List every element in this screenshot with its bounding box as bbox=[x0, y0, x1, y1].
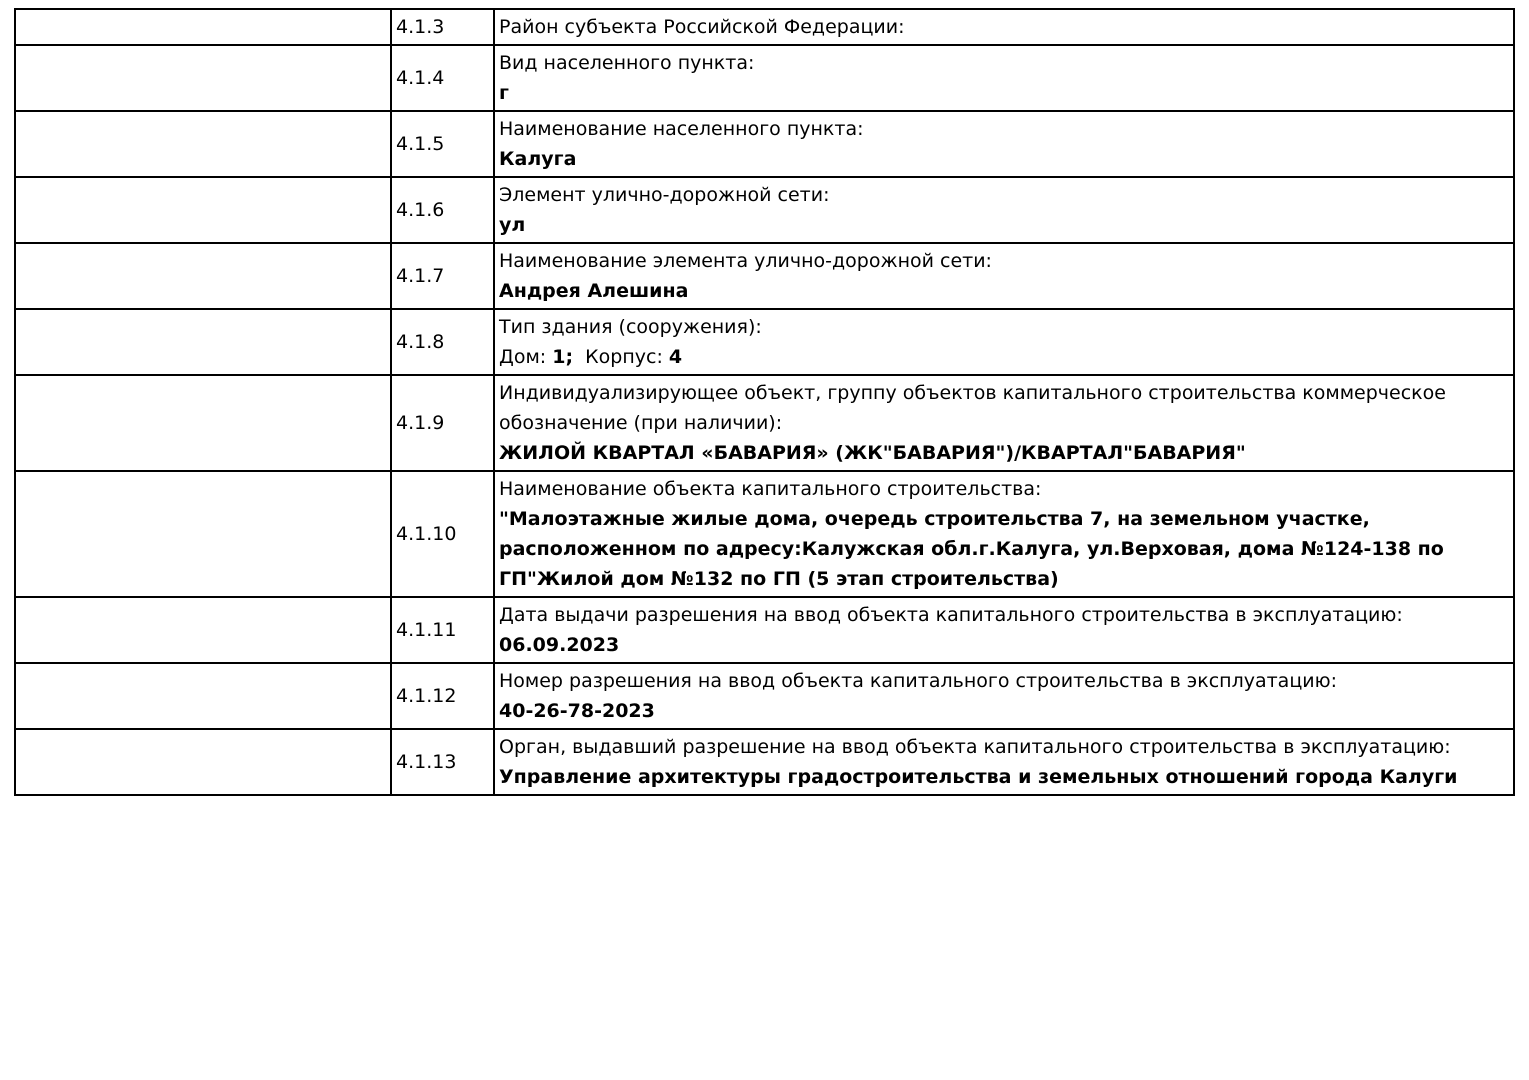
row-number: 4.1.6 bbox=[391, 177, 494, 243]
row-number: 4.1.5 bbox=[391, 111, 494, 177]
empty-cell bbox=[15, 177, 391, 243]
empty-cell bbox=[15, 597, 391, 663]
table-row bbox=[15, 663, 1514, 729]
row-content bbox=[494, 597, 1514, 663]
field-label: Вид населенного пункта: bbox=[499, 52, 755, 74]
empty-cell bbox=[15, 243, 391, 309]
field-value bbox=[499, 696, 1507, 726]
field-value bbox=[499, 144, 1507, 174]
field-label: Орган, выдавший разрешение на ввод объекта капитального строительства в эксплуатацию: bbox=[499, 736, 1451, 758]
row-content bbox=[494, 45, 1514, 111]
value-text: 40-26-78-2023 bbox=[499, 700, 655, 722]
row-content bbox=[494, 177, 1514, 243]
row-number: 4.1.9 bbox=[391, 375, 494, 471]
table-row bbox=[15, 111, 1514, 177]
value-text: 4 bbox=[668, 346, 683, 368]
row-content bbox=[494, 729, 1514, 795]
field-value bbox=[499, 342, 1507, 372]
value-text: "Малоэтажные жилые дома, очередь строительства 7, на земельном участке, расположенном по адресу:Калужская обл.г.Калуга, ул.Верховая, дома №124-138 по ГП"Жилой дом №132 по ГП (5 этап строительства) bbox=[499, 508, 1451, 590]
table-row bbox=[15, 729, 1514, 795]
value-text: 06.09.2023 bbox=[499, 634, 620, 656]
empty-cell bbox=[15, 111, 391, 177]
row-content bbox=[494, 375, 1514, 471]
declaration-table bbox=[14, 8, 1515, 796]
empty-cell bbox=[15, 663, 391, 729]
value-text: Калуга bbox=[499, 148, 577, 170]
value-text: Управление архитектуры градостроительства и земельных отношений города Калуги bbox=[499, 766, 1458, 788]
row-number: 4.1.3 bbox=[391, 9, 494, 45]
row-content bbox=[494, 471, 1514, 597]
table-row bbox=[15, 309, 1514, 375]
row-number: 4.1.11 bbox=[391, 597, 494, 663]
table-row bbox=[15, 9, 1514, 45]
value-caption: Дом: bbox=[499, 346, 553, 368]
row-number: 4.1.12 bbox=[391, 663, 494, 729]
row-number: 4.1.8 bbox=[391, 309, 494, 375]
row-number: 4.1.4 bbox=[391, 45, 494, 111]
value-caption: Корпус: bbox=[573, 346, 669, 368]
field-label: Наименование объекта капитального строительства: bbox=[499, 478, 1042, 500]
field-value bbox=[499, 630, 1507, 660]
row-content bbox=[494, 243, 1514, 309]
field-label: Наименование элемента улично-дорожной сети: bbox=[499, 250, 992, 272]
table-row bbox=[15, 243, 1514, 309]
field-label: Индивидуализирующее объект, группу объектов капитального строительства коммерческое обозначение (при наличии): bbox=[499, 382, 1446, 434]
empty-cell bbox=[15, 309, 391, 375]
empty-cell bbox=[15, 9, 391, 45]
empty-cell bbox=[15, 45, 391, 111]
row-content bbox=[494, 309, 1514, 375]
value-text: 1; bbox=[552, 346, 574, 368]
row-number: 4.1.7 bbox=[391, 243, 494, 309]
row-content bbox=[494, 111, 1514, 177]
field-label: Район субъекта Российской Федерации: bbox=[499, 16, 905, 38]
field-label: Наименование населенного пункта: bbox=[499, 118, 864, 140]
field-label: Тип здания (сооружения): bbox=[499, 316, 762, 338]
row-number: 4.1.10 bbox=[391, 471, 494, 597]
empty-cell bbox=[15, 471, 391, 597]
value-text: ул bbox=[499, 214, 526, 236]
field-value bbox=[499, 438, 1507, 468]
row-content bbox=[494, 663, 1514, 729]
table-row bbox=[15, 177, 1514, 243]
field-label: Номер разрешения на ввод объекта капитального строительства в эксплуатацию: bbox=[499, 670, 1337, 692]
value-text: ЖИЛОЙ КВАРТАЛ «БАВАРИЯ» (ЖК"БАВАРИЯ")/КВАРТАЛ"БАВАРИЯ" bbox=[499, 442, 1246, 464]
field-value bbox=[499, 210, 1507, 240]
table-row bbox=[15, 471, 1514, 597]
empty-cell bbox=[15, 375, 391, 471]
value-text: г bbox=[499, 82, 509, 104]
row-content bbox=[494, 9, 1514, 45]
empty-cell bbox=[15, 729, 391, 795]
field-label: Элемент улично-дорожной сети: bbox=[499, 184, 830, 206]
field-value bbox=[499, 78, 1507, 108]
table-body bbox=[15, 9, 1514, 795]
table-row bbox=[15, 375, 1514, 471]
field-value bbox=[499, 762, 1507, 792]
field-value bbox=[499, 504, 1507, 594]
field-label: Дата выдачи разрешения на ввод объекта капитального строительства в эксплуатацию: bbox=[499, 604, 1403, 626]
table-row bbox=[15, 597, 1514, 663]
row-number: 4.1.13 bbox=[391, 729, 494, 795]
table-row bbox=[15, 45, 1514, 111]
field-value bbox=[499, 276, 1507, 306]
value-text: Андрея Алешина bbox=[499, 280, 689, 302]
